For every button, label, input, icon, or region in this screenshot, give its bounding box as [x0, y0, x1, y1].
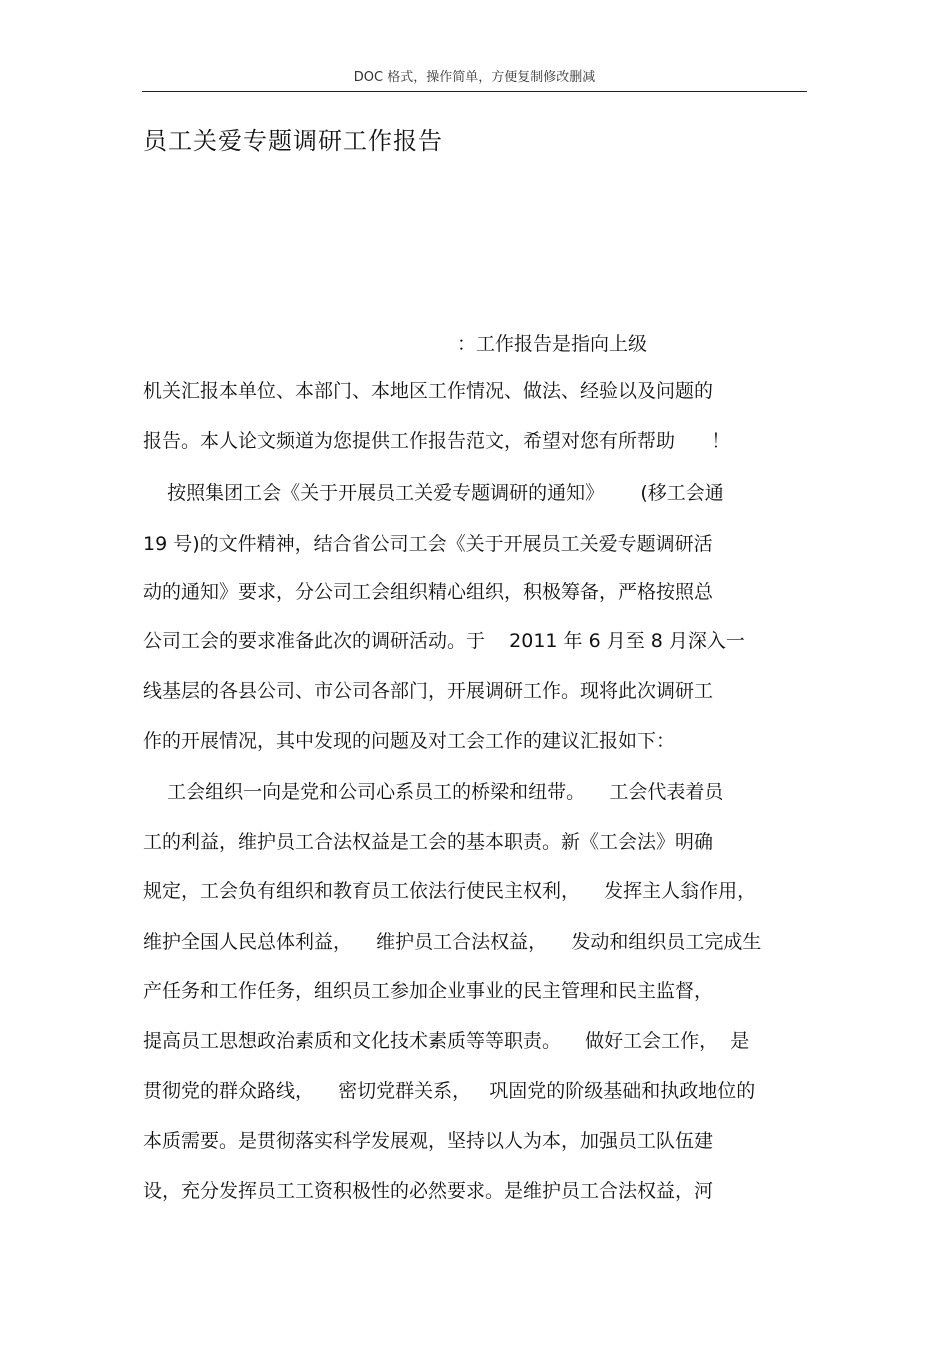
body-line: 动的通知》要求，分公司工会组织精心组织，积极筹备，严格按照总 [143, 581, 714, 603]
body-line: 维护全国人民总体利益， 维护员工合法权益， 发动和组织员工完成生 [143, 931, 762, 953]
body-line: 贯彻党的群众路线， 密切党群关系， 巩固党的阶级基础和执政地位的 [143, 1080, 756, 1102]
body-line: 机关汇报本单位、本部门、本地区工作情况、做法、经验以及问题的 [143, 380, 714, 402]
body-line: 提高员工思想政治素质和文化技术素质等等职责。 做好工会工作， 是 [143, 1030, 750, 1052]
body-line: 报告。本人论文频道为您提供工作报告范文，希望对您有所帮助 ！ [143, 430, 731, 452]
body-line: 规定，工会负有组织和教育员工依法行使民主权利， 发挥主人翁作用， [143, 880, 757, 902]
body-line: 工会组织一向是党和公司心系员工的桥梁和纽带。 工会代表着员 [143, 781, 724, 803]
header-divider [142, 91, 807, 92]
body-line: 19 号)的文件精神，结合省公司工会《关于开展员工关爱专题调研活 [143, 533, 713, 555]
body-line: 本质需要。是贯彻落实科学发展观，坚持以人为本，加强员工队伍建 [143, 1130, 714, 1152]
body-line: ：工作报告是指向上级 [143, 333, 648, 355]
body-line: 作的开展情况，其中发现的问题及对工会工作的建议汇报如下： [143, 730, 676, 752]
page-header: DOC 格式，操作简单，方便复制修改删减 [353, 70, 596, 85]
body-line: 线基层的各县公司、市公司各部门，开展调研工作。现将此次调研工 [143, 680, 714, 702]
document-title: 员工关爱专题调研工作报告 [143, 127, 443, 155]
body-line: 产任务和工作任务，组织员工参加企业事业的民主管理和民主监督， [143, 980, 714, 1002]
body-line: 公司工会的要求准备此次的调研活动。于 2011 年 6 月至 8 月深入一 [143, 630, 745, 652]
body-line: 按照集团工会《关于开展员工关爱专题调研的通知》 (移工会通 [143, 482, 724, 504]
body-line: 工的利益，维护员工合法权益是工会的基本职责。新《工会法》明确 [143, 831, 714, 853]
body-line: 设，充分发挥员工工资积极性的必然要求。是维护员工合法权益，河 [143, 1180, 714, 1202]
